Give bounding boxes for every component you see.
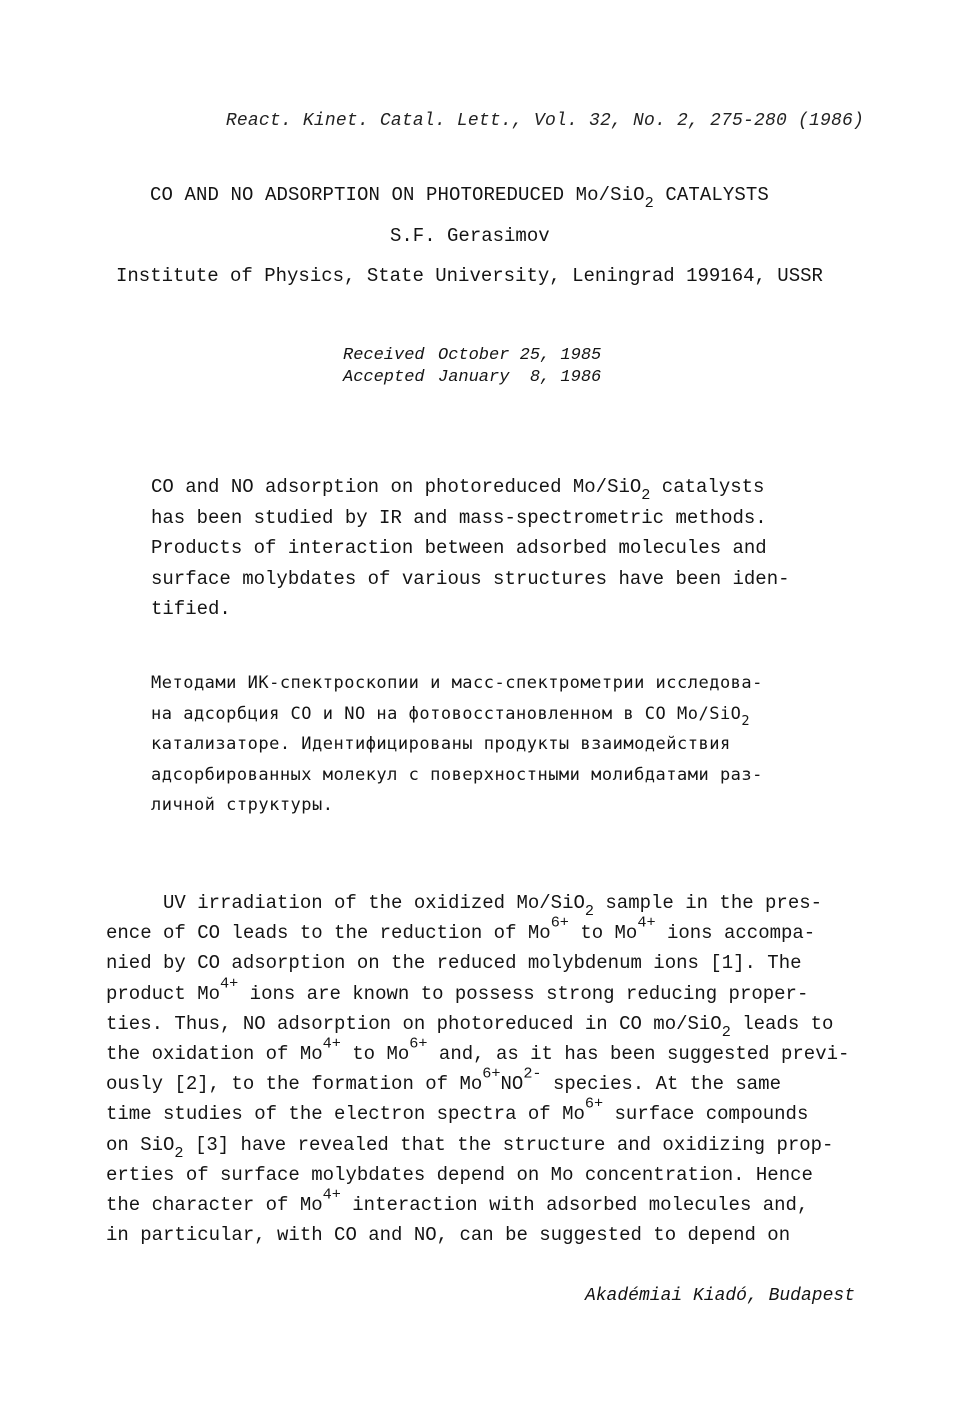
abstract-ru-line: катализаторе. Идентифицированы продукты взаимодействия	[151, 734, 731, 754]
body-paragraph	[106, 888, 849, 1250]
abstract-en-line: Products of interaction between adsorbed molecules and	[151, 537, 767, 559]
received-date: Received October 25, 1985	[343, 346, 602, 365]
accepted-date: Accepted January 8, 1986	[343, 368, 602, 387]
abstract-ru-line: личной структуры.	[151, 795, 334, 815]
abstract-en-line: CO and NO adsorption on photoreduced Mo/SiO$_2$ catalysts	[151, 476, 765, 504]
submission-dates	[343, 345, 601, 389]
body-line: ously [2], to the formation of $Mo^{6+}NO^{2-}$ species. At the same	[106, 1064, 781, 1096]
abstract-en-line: has been studied by IR and mass-spectrometric methods.	[151, 506, 767, 529]
abstract-en-line: surface molybdates of various structures have been iden-	[151, 567, 790, 590]
body-line: product $Mo^{4+}$ ions are known to possess strong reducing proper-	[106, 974, 809, 1005]
publisher-footer: Akadémiai Kiadó, Budapest	[584, 1286, 855, 1306]
journal-reference: React. Kinet. Catal. Lett., Vol. 32, No. 2, 275-280 (1986)	[225, 111, 864, 131]
body-line: the oxidation of $Mo^{4+}$ to $Mo^{6+}$ and, as it has been suggested previ-	[106, 1034, 850, 1066]
body-line: ence of CO leads to the reduction of $Mo^{6+}$ to $Mo^{4+}$ ions accompa-	[106, 913, 816, 945]
body-line: UV irradiation of the oxidized Mo/SiO$_2$ sample in the pres-	[163, 892, 823, 920]
body-line: the character of $Mo^{4+}$ interaction with adsorbed molecules and,	[106, 1185, 809, 1217]
abstract-ru-line: на адсорбция CO и NO на фотовосстановленном в CO Mo/SiO$_2$	[151, 703, 751, 729]
author-name: S.F. Gerasimov	[390, 225, 550, 247]
abstract-russian	[151, 668, 841, 821]
abstract-en-line: tified.	[151, 598, 231, 620]
body-line: time studies of the electron spectra of $Mo^{6+}$ surface compounds	[106, 1095, 809, 1126]
body-line: in particular, with CO and NO, can be suggested to depend on	[106, 1224, 791, 1247]
abstract-english	[151, 472, 841, 625]
author-affiliation: Institute of Physics, State University, Leningrad 199164, USSR	[116, 265, 823, 287]
abstract-ru-line: Методами ИК-спектроскопии и масс-спектрометрии исследова-	[151, 673, 763, 693]
abstract-ru-line: адсорбированных молекул с поверхностными молибдатами раз-	[151, 764, 763, 785]
body-line: nied by CO adsorption on the reduced molybdenum ions [1]. The	[106, 952, 802, 975]
paper-title: CO AND NO ADSORPTION ON PHOTOREDUCED Mo/SiO$_2$ CATALYSTS	[150, 184, 769, 212]
body-line: on SiO$_2$ [3] have revealed that the structure and oxidizing prop-	[106, 1133, 834, 1162]
body-line: erties of surface molybdates depend on Mo concentration. Hence	[106, 1163, 813, 1186]
body-line: ties. Thus, NO adsorption on photoreduced in CO mo/SiO$_2$ leads to	[106, 1012, 834, 1041]
